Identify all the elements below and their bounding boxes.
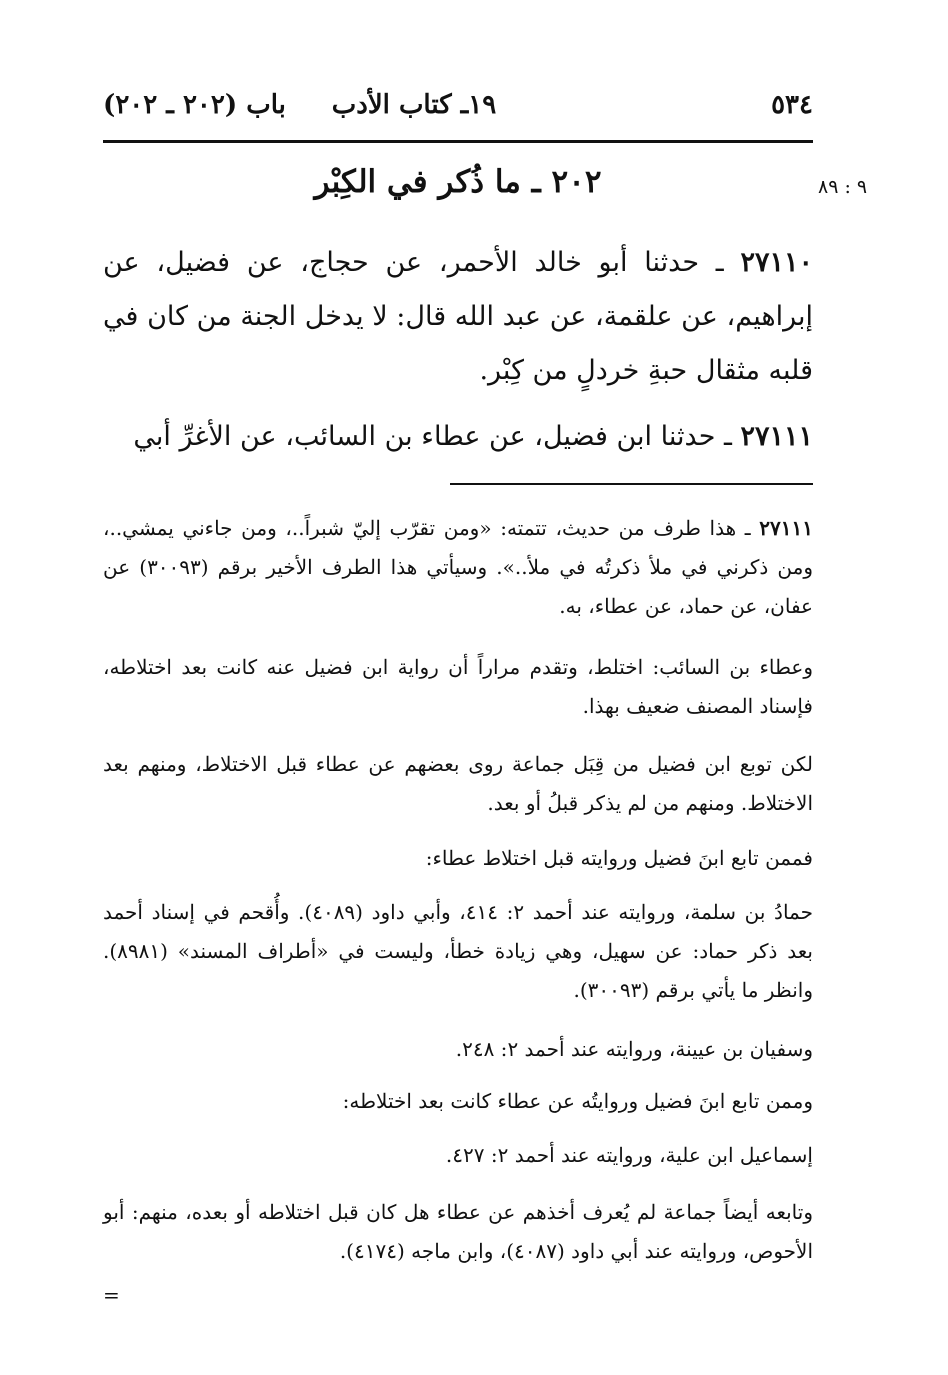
footnote-paragraph: وسفيان بن عيينة، وروايته عند أحمد ٢: ٢٤٨. <box>455 1037 813 1061</box>
page-number: ٥٣٤ <box>771 90 813 120</box>
running-book-title: ١٩ـ كتاب الأدب <box>331 90 497 120</box>
footnote-paragraph: وعطاء بن السائب: اختلط، وتقدم مراراً أن رواية ابن فضيل عنه كانت بعد اختلاطه، فإسناد المصنف ضعيف بهذا. <box>103 655 813 718</box>
margin-reference: ٩ : ٨٩ <box>818 176 868 198</box>
hadith-27111 <box>103 410 813 464</box>
header-divider <box>103 140 813 143</box>
footnote-paragraph: حمادُ بن سلمة، وروايته عند أحمد ٢: ٤١٤، وأبي داود (٤٠٨٩). وأُقحم في إسناد أحمد بعد ذكر حماد: عن سهيل، وهي زيادة خطأ، وليست في «أطراف المسند» (٨٩٨١). وانظر ما يأتي برقم (٣٠٠٩٣). <box>103 900 813 1002</box>
hadith-text: ـ حدثنا أبو خالد الأحمر، عن حجاج، عن فضيل، عن إبراهيم، عن علقمة، عن عبد الله قال: لا يدخل الجنة من كان في قلبه مثقال حبةِ خردلٍ من كِبْر. <box>103 247 813 386</box>
footnote-text: ـ هذا طرف من حديث، تتمته: «ومن تقرّب إليّ شبراً..، ومن جاءني يمشي..، ومن ذكرني في ملأ ذكرتُه في ملأ..». وسيأتي هذا الطرف الأخير برقم (٣٠٠٩٣) عن عفان، عن حماد، عن عطاء، به. <box>103 516 813 618</box>
footnote-paragraph: فممن تابع ابنَ فضيل وروايته قبل اختلاط عطاء: <box>425 846 813 870</box>
running-chapter-range: باب (٢٠٢ ـ ٢٠٢) <box>103 90 286 120</box>
hadith-text: ـ حدثنا ابن فضيل، عن عطاء بن السائب، عن الأغرِّ أبي <box>133 421 741 452</box>
footnote-paragraph: وتابعه أيضاً جماعة لم يُعرف أخذهم عن عطاء هل كان قبل اختلاطه أو بعده، منهم: أبو الأحوص، وروايته عند أبي داود (٤٠٨٧)، وابن ماجه (٤١٧٤). <box>103 1200 813 1263</box>
footnote-paragraph <box>103 509 813 626</box>
hadith-27110 <box>103 236 813 398</box>
footnote-paragraph: وممن تابع ابنَ فضيل وروايتُه عن عطاء كانت بعد اختلاطه: <box>342 1089 813 1113</box>
footnote-paragraph: إسماعيل ابن علية، وروايته عند أحمد ٢: ٤٢٧. <box>445 1143 813 1167</box>
footnote-number: ٢٧١١١ <box>759 516 813 540</box>
chapter-title: ٢٠٢ ـ ما ذُكر في الكِبْر <box>314 164 602 200</box>
continuation-mark: = <box>103 1283 120 1307</box>
hadith-number: ٢٧١١٠ <box>740 247 813 278</box>
footnote-paragraph: لكن توبع ابن فضيل من قِبَل جماعة روى بعضهم عن عطاء قبل الاختلاط، ومنهم بعد الاختلاط. ومنهم من لم يذكر قبلُ أو بعد. <box>103 752 813 815</box>
footnote-divider <box>450 483 813 485</box>
hadith-number: ٢٧١١١ <box>740 421 813 452</box>
